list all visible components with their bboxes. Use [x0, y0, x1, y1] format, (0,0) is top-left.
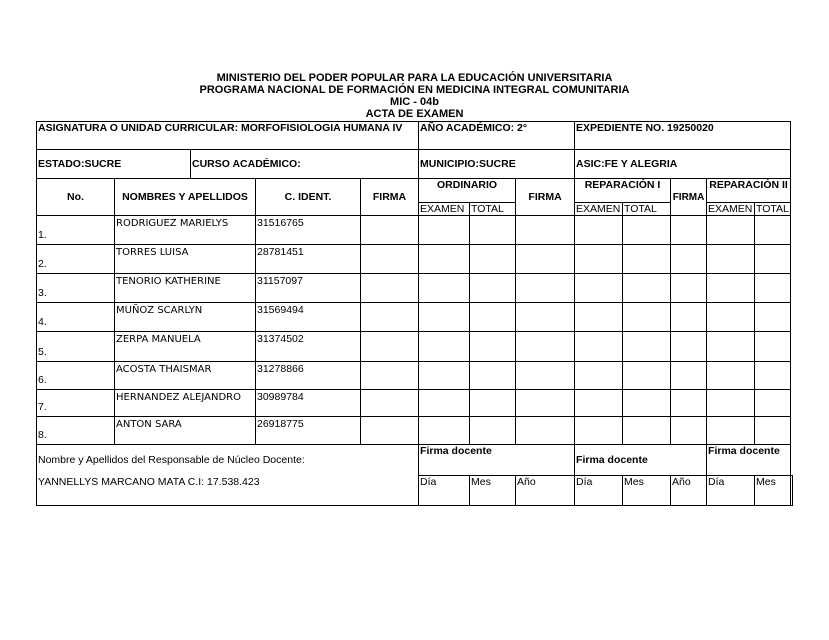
student-row — [37, 303, 793, 332]
header-title: ACTA DE EXAMEN — [365, 108, 464, 120]
ordinario-examen: EXAMEN — [419, 203, 470, 216]
asignatura-cell: ASIGNATURA O UNIDAD CURRICULAR: MORFOFISIOLOGIA HUMANA IV — [37, 122, 419, 150]
dia-1: Día — [419, 476, 470, 506]
expediente-cell: EXPEDIENTE NO. 19250020 — [575, 122, 791, 150]
rep1-total: TOTAL — [623, 203, 671, 216]
student-row — [37, 417, 793, 445]
student-number: 8. — [37, 417, 115, 445]
anio-1: Año — [516, 476, 575, 506]
student-row — [37, 274, 793, 303]
mes-3: Mes — [755, 476, 791, 506]
firma-docente-ordinario: Firma docente — [419, 445, 575, 476]
student-name: RODRIGUEZ MARIELYS — [115, 216, 256, 245]
column-header-row — [37, 179, 793, 203]
student-id: 31278866 — [256, 362, 361, 390]
firma-docente-rep2: Firma docente — [707, 445, 791, 476]
info-row-2 — [37, 150, 793, 179]
student-row — [37, 390, 793, 417]
col-ident: C. IDENT. — [256, 179, 361, 216]
anio-academico-cell: AÑO ACADÉMICO: 2° — [419, 122, 575, 150]
student-name: HERNANDEZ ALEJANDRO — [115, 390, 256, 417]
dia-2: Día — [575, 476, 623, 506]
col-ordinario: ORDINARIO — [419, 179, 516, 203]
rep1-examen: EXAMEN — [575, 203, 623, 216]
rep2-examen: EXAMEN — [707, 203, 755, 216]
header-ministry: MINISTERIO DEL PODER POPULAR PARA LA EDUCACIÓN UNIVERSITARIA — [216, 72, 613, 84]
col-firma-1: FIRMA — [361, 179, 419, 216]
col-no: No. — [37, 179, 115, 216]
student-name: TENORIO KATHERINE — [115, 274, 256, 303]
exam-record-table — [36, 121, 793, 506]
student-id: 31516765 — [256, 216, 361, 245]
document-header — [0, 72, 829, 120]
student-name: ACOSTA THAISMAR — [115, 362, 256, 390]
student-row — [37, 216, 793, 245]
student-id: 28781451 — [256, 245, 361, 274]
student-number: 7. — [37, 390, 115, 417]
dia-3: Día — [707, 476, 755, 506]
responsable-value: YANNELLYS MARCANO MATA C.I: 17.538.423 — [37, 476, 419, 506]
student-row — [37, 362, 793, 390]
rep2-total: TOTAL — [756, 203, 789, 215]
mes-1: Mes — [470, 476, 516, 506]
student-number: 2. — [37, 245, 115, 274]
student-id: 30989784 — [256, 390, 361, 417]
asic-cell: ASIC:FE Y ALEGRIA — [575, 150, 791, 179]
footer-signature-row — [37, 445, 793, 476]
col-reparacion-2: REPARACIÓN II — [707, 179, 791, 203]
student-number: 6. — [37, 362, 115, 390]
info-row-1 — [37, 122, 793, 150]
header-program: PROGRAMA NACIONAL DE FORMACIÓN EN MEDICINA INTEGRAL COMUNITARIA — [199, 84, 630, 96]
student-number: 3. — [37, 274, 115, 303]
col-firma-2: FIRMA — [516, 179, 575, 216]
student-row — [37, 245, 793, 274]
curso-cell: CURSO ACADÉMICO: — [191, 150, 419, 179]
ordinario-total: TOTAL — [470, 203, 516, 216]
student-name: MUÑOZ SCARLYN — [115, 303, 256, 332]
student-name: TORRES LUISA — [115, 245, 256, 274]
student-name: ANTON SARA — [115, 417, 256, 445]
student-number: 5. — [37, 332, 115, 362]
firma-docente-rep1: Firma docente — [575, 445, 707, 476]
col-firma-3: FIRMA — [671, 179, 707, 216]
responsable-label: Nombre y Apellidos del Responsable de Núcleo Docente: — [37, 445, 419, 476]
col-reparacion-1: REPARACIÓN I — [575, 179, 671, 203]
student-id: 26918775 — [256, 417, 361, 445]
student-id: 31569494 — [256, 303, 361, 332]
mes-2: Mes — [623, 476, 671, 506]
student-number: 4. — [37, 303, 115, 332]
footer-date-row — [37, 476, 793, 506]
student-row — [37, 332, 793, 362]
student-name: ZERPA MANUELA — [115, 332, 256, 362]
student-id: 31157097 — [256, 274, 361, 303]
header-code: MIC - 04b — [390, 96, 439, 108]
student-id: 31374502 — [256, 332, 361, 362]
municipio-cell: MUNICIPIO:SUCRE — [419, 150, 575, 179]
estado-cell: ESTADO:SUCRE — [37, 150, 191, 179]
student-number: 1. — [37, 216, 115, 245]
col-nombres: NOMBRES Y APELLIDOS — [115, 179, 256, 216]
anio-3 — [791, 476, 793, 506]
anio-2: Año — [671, 476, 707, 506]
